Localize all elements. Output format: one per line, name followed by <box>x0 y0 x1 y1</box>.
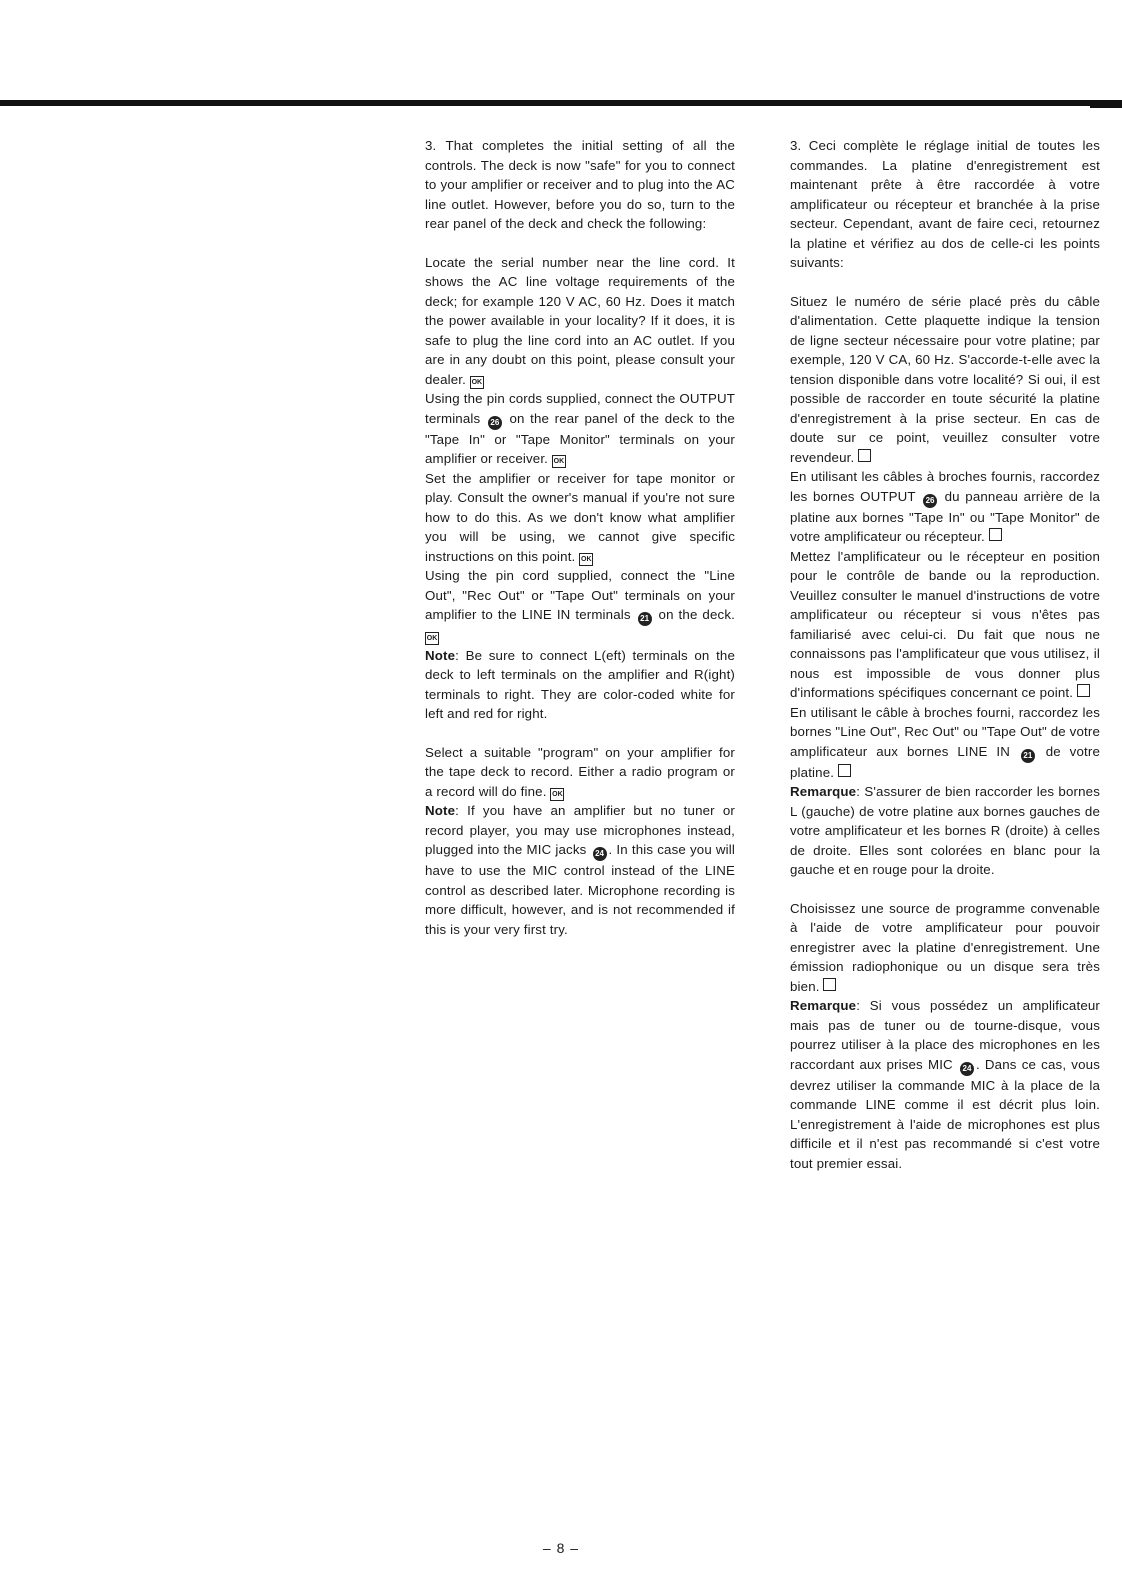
empty-checkbox-icon[interactable] <box>1077 684 1090 697</box>
en-output-step <box>425 389 735 469</box>
ok-checkbox-icon[interactable]: OK <box>470 376 484 389</box>
ok-checkbox-icon[interactable]: OK <box>579 553 593 566</box>
fr-output-step <box>790 467 1100 547</box>
empty-checkbox-icon[interactable] <box>838 764 851 777</box>
fr-program-step <box>790 899 1100 997</box>
ok-checkbox-icon[interactable]: OK <box>552 455 566 468</box>
ok-checkbox-icon[interactable]: OK <box>550 788 564 801</box>
ref-number-icon: 26 <box>488 416 502 430</box>
empty-checkbox-icon[interactable] <box>858 449 871 462</box>
note-label: Remarque <box>790 998 857 1013</box>
fr-line-step <box>790 703 1100 783</box>
note-text-a: : Si vous possédez un amplificateur mais pas de tuner ou de tourne-disque, vous pourrez utiliser à la place des microphones en les raccordant aux prises MIC <box>790 998 1100 1072</box>
note-text: : Be sure to connect L(eft) terminals on the deck to left terminals on the amplifier and R(ight) terminals to right. They are color-coded white for left and red for right. <box>425 647 735 721</box>
top-rule-tail <box>1090 106 1122 108</box>
fr-note-1 <box>790 782 1100 880</box>
note-text-a: : If you have an amplifier but no tuner or record player, you may use microphones instead, plugged into the MIC jacks <box>425 803 735 857</box>
ref-number-icon: 21 <box>638 612 652 626</box>
empty-checkbox-icon[interactable] <box>823 978 836 991</box>
en-intro: 3. That completes the initial setting of all the controls. The deck is now "safe" for you to connect to your amplifier or receiver and to plug into the AC line outlet. However, before you do so, turn to the rear panel of the deck and check the following: <box>425 138 735 231</box>
fr-line-text-a: En utilisant le câble à broches fourni, raccordez les bornes "Line Out", Rec Out" ou "Tape Out" de votre amplificateur aux bornes LINE IN <box>790 704 1100 759</box>
ref-number-icon: 24 <box>960 1062 974 1076</box>
empty-checkbox-icon[interactable] <box>989 528 1002 541</box>
fr-program-text: Choisissez une source de programme convenable à l'aide de votre amplificateur pour pouvoir enregistrer avec la platine d'enregistrement. Une émission radiophonique ou un disque sera très bien. <box>790 900 1100 994</box>
fr-line-text-b: de votre platine. <box>790 743 1100 780</box>
fr-output-text-b: du panneau arrière de la platine aux bornes "Tape In" ou "Tape Monitor" de votre amplificateur ou récepteur. <box>790 488 1101 544</box>
ref-number-icon: 26 <box>923 494 937 508</box>
en-program-step <box>425 743 735 802</box>
fr-output-text-a: En utilisant les câbles à broches fournis, raccordez les bornes OUTPUT <box>790 469 1100 504</box>
fr-serial-check <box>790 292 1100 468</box>
ok-checkbox-icon[interactable]: OK <box>425 632 439 645</box>
en-note-2 <box>425 801 735 939</box>
english-column <box>425 136 735 939</box>
note-label: Note <box>425 803 456 818</box>
en-amp-step <box>425 469 735 567</box>
ref-number-icon: 21 <box>1021 749 1035 763</box>
french-column <box>790 136 1100 1173</box>
fr-intro: 3. Ceci complète le réglage initial de toutes les commandes. La platine d'enregistrement est maintenant prête à être raccordée à votre amplificateur ou récepteur et branchée à la prise secteur. Cependant, avant de faire ceci, retournez la platine et vérifiez au dos de celle-ci les points suivants: <box>790 138 1100 270</box>
en-program-text: Select a suitable "program" on your amplifier for the tape deck to record. Either a radio program or a record will do fine. <box>425 744 735 799</box>
note-text: : S'assurer de bien raccorder les bornes L (gauche) de votre platine aux bornes gauches de votre amplificateur et les bornes R (droite) à celles de droite. Elles sont colorées en blanc pour la gauche et en rouge pour la droite. <box>790 784 1100 877</box>
en-output-text-b: on the rear panel of the deck to the "Tape In" or "Tape Monitor" terminals on your amplifier or receiver. <box>425 410 735 466</box>
en-output-text-a: Using the pin cords supplied, connect the OUTPUT terminals <box>425 391 735 426</box>
note-text-b: . In this case you will have to use the MIC control instead of the LINE control as described later. Microphone recording is more difficult, however, and is not recommended if this is your very first try. <box>425 842 735 937</box>
en-line-text-b: on the deck. <box>658 607 735 622</box>
en-line-text-a: Using the pin cord supplied, connect the "Line Out", "Rec Out" or "Tape Out" terminals on your amplifier to the LINE IN terminals <box>425 568 735 622</box>
en-serial-text: Locate the serial number near the line cord. It shows the AC line voltage requirements of the deck; for example 120 V AC, 60 Hz. Does it match the power available in your locality? If it does, it is safe to plug the line cord into an AC outlet. If you are in any doubt on this point, please consult your dealer. <box>425 254 735 387</box>
en-line-step <box>425 566 735 646</box>
fr-amp-step <box>790 547 1100 703</box>
en-note-1 <box>425 646 735 724</box>
fr-amp-text: Mettez l'amplificateur ou le récepteur en position pour le contrôle de bande ou la reproduction. Veuillez consulter le manuel d'instructions de votre amplificateur ou récepteur si vous n'êtes pas familiarisé avec celui-ci. Du fait que nous ne connaissons pas l'amplificateur que vous utilisez, il nous est impossible de vous donner plus d'informations spécifiques concernant ce point. <box>790 548 1100 700</box>
note-label: Remarque <box>790 784 857 799</box>
page-number: – 8 – <box>542 1540 580 1556</box>
note-label: Note <box>425 647 456 663</box>
top-rule <box>0 100 1122 106</box>
en-serial-check <box>425 253 735 390</box>
fr-note-2 <box>790 996 1100 1173</box>
en-amp-text: Set the amplifier or receiver for tape monitor or play. Consult the owner's manual if you're not sure how to do this. As we don't know what amplifier you will be using, we cannot give specific instructions on this point. <box>425 470 735 564</box>
ref-number-icon: 24 <box>593 847 607 861</box>
fr-serial-text: Situez le numéro de série placé près du câble d'alimentation. Cette plaquette indique la tension de ligne secteur nécessaire pour votre platine; par exemple, 120 V CA, 60 Hz. S'accorde-t-elle avec la tension disponible dans votre localité? Si oui, il est possible de raccorder en toute sécurité la platine d'enregistrement à la prise secteur. En cas de doute sur ce point, veuillez consulter votre revendeur. <box>790 293 1100 465</box>
note-text-b: . Dans ce cas, vous devrez utiliser la commande MIC à la place de la commande LINE comme il est décrit plus loin. L'enregistrement à l'aide de microphones est plus difficile et il n'est pas recommandé si c'est votre tout premier essai. <box>790 1056 1100 1171</box>
